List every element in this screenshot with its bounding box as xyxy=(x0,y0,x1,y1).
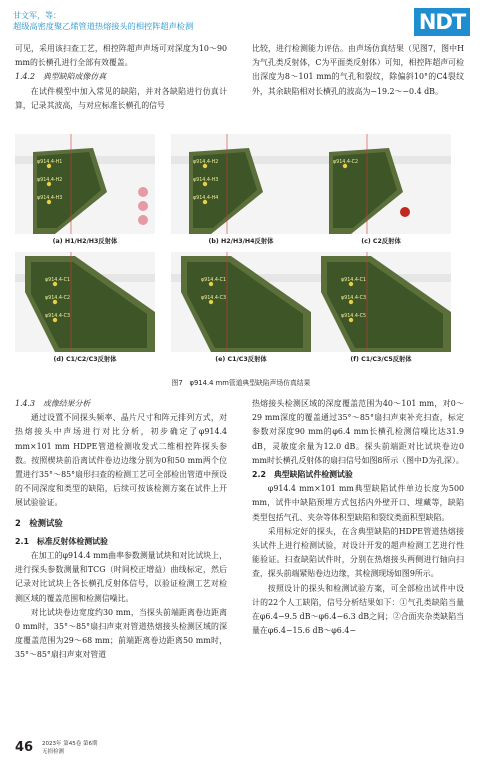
panel-caption-f: (f) C1/C3/C5反射体 xyxy=(350,356,412,363)
subsection-heading: 1.4.3 成像结果分析 xyxy=(15,399,91,408)
section-heading: 2.2 典型缺陷试件检测试验 xyxy=(252,470,353,480)
panel-caption-c: (c) C2反射体 xyxy=(361,238,401,245)
journal-footer xyxy=(42,740,98,756)
simulation-panel-a xyxy=(15,134,155,234)
journal-logo: NDT xyxy=(414,8,470,36)
bottom-right-column xyxy=(252,397,464,638)
paragraph: 在试件模型中加入常见的缺陷，并对各缺陷进行仿真计算，记录其波高，与对应标准长横孔的信号 xyxy=(15,86,227,110)
reflector-label: φ914.4-C5 xyxy=(341,314,367,319)
paragraph: 对比试块卷边宽度约30 mm，当探头前端距离卷边距离0 mm时，35°～85°扇扫声束对管道热熔接头检测区域的深度覆盖范围为29～68 mm；前端距离卷边距离50 mm时，35°～85°扇扫声束对管道 xyxy=(15,607,227,660)
reflector-label: φ914.4-H3 xyxy=(37,196,63,201)
reflector-label: φ914.4-C1 xyxy=(201,278,227,283)
reflector-label: φ914.4-C2 xyxy=(45,296,71,301)
reflector-label: φ914.4-C1 xyxy=(341,278,367,283)
reflector-label: φ914.4-H1 xyxy=(37,160,63,165)
panel-caption-d: (d) C1/C2/C3反射体 xyxy=(53,356,117,363)
simulation-panel-e xyxy=(171,252,311,352)
paragraph: 比较，进行检测能力评估。由声场仿真结果（见图7，图中H为气孔类反射体，C为平面类反射体）可知，相控阵超声可检出深度为8～101 mm的气孔和裂纹，除偏斜10°的C4裂纹外，其余缺陷相对长横孔的波高为−19.2～−0.4 dB。 xyxy=(252,44,464,96)
reflector-label: φ914.4-H3 xyxy=(193,178,219,183)
journal-name: 无损检测 xyxy=(42,749,65,755)
reflector-label: φ914.4-C3 xyxy=(201,296,227,301)
paragraph: 按照设计的探头和检测试验方案，可全部检出试件中设计的22个人工缺陷，信号分析结果如下：①气孔类缺陷当量在φ6.4−9.5 dB～φ6.4−6.3 dB之间；②合面夹杂类缺陷当量在φ6.4−15.6 dB～φ6.4− xyxy=(252,583,464,636)
reflector-label: φ914.4-C3 xyxy=(341,296,367,301)
reflector-label: φ914.4-H2 xyxy=(193,160,219,165)
panel-caption-a: (a) H1/H2/H3反射体 xyxy=(52,238,118,245)
figure-caption: 图7 φ914.4 mm管道典型缺陷声场仿真结果 xyxy=(171,379,311,387)
top-right-column xyxy=(252,42,464,99)
section-heading: 2 检测试验 xyxy=(15,517,63,528)
paragraph: 热熔接头检测区域的深度覆盖范围为40～101 mm，对0～29 mm深度的覆盖通过35°～85°扇扫声束补充扫查，标定参数对深度90 mm的φ6.4 mm长横孔检测信噪比达31.9 dB，灵敏度余量为12.0 dB。探头前端距对比试块卷边0 mm时长横孔反射体的扇扫信号如图8所示（图中D为孔深）。 xyxy=(252,399,464,465)
section-heading: 2.1 标准反射体检测试验 xyxy=(15,536,108,546)
paragraph: 可见，采用该扫查工艺，相控阵超声声场可对深度为10～90 mm的长横孔进行全部有效覆盖。 xyxy=(15,44,227,68)
simulation-panel-f xyxy=(311,252,451,352)
running-header-title: 超级高密度聚乙烯管道热熔接头的相控阵超声检测 xyxy=(13,21,194,31)
subsection-heading: 1.4.2 典型缺陷成像仿真 xyxy=(15,72,107,82)
reflector-label: φ914.4-C1 xyxy=(45,278,71,283)
figure-7 xyxy=(15,134,467,386)
panel-caption-e: (e) C1/C3反射体 xyxy=(215,356,267,363)
paragraph: 采用标定好的探头，在含典型缺陷的HDPE管道热熔接头试件上进行检测试验，对设计开发的超声检测工艺进行性能验证。扫查缺陷试件时，分别在热熔接头两侧进行轴向扫查，探头前端紧贴卷边边缘，其检测现场如图9所示。 xyxy=(252,526,464,579)
journal-issue: 2023年 第45卷 第6期 xyxy=(42,741,98,747)
simulation-panel-d xyxy=(15,252,155,352)
reflector-label: φ914.4-C2 xyxy=(333,160,359,165)
page-number: 46 xyxy=(15,740,34,755)
simulation-panel-c xyxy=(311,134,451,234)
reflector-label: φ914.4-C3 xyxy=(45,314,71,319)
running-header-authors: 甘文军，等： xyxy=(13,11,61,20)
reflector-label: φ914.4-H2 xyxy=(37,178,63,183)
reflector-label: φ914.4-H4 xyxy=(193,196,219,201)
paragraph: 在加工的φ914.4 mm曲率参数测量试块和对比试块上，进行探头参数测量和TCG（时间校正增益）曲线标定，然后记录对比试块上各长横孔反射体信号，以验证检测工艺对检测区域的覆盖范围和检测信噪比。 xyxy=(15,551,227,603)
bottom-left-column xyxy=(15,397,227,663)
simulation-panel-b xyxy=(171,134,311,234)
top-left-column xyxy=(15,42,227,113)
paragraph: 通过设置不同探头频率、晶片尺寸和阵元排列方式，对热熔接头中声场进行对比分析，初步确定了φ914.4 mm×101 mm HDPE管道检测收发式二维相控阵探头参数。按照楔块前沿离试件卷边边缘分别为0和50 mm两个位置进行35°～85°扇形扫查的检测工艺可全部检出管道中预设的不同深度和类型的缺陷，后续可按该检测方案在试件上开展试验验证。 xyxy=(15,413,227,508)
panel-caption-b: (b) H2/H3/H4反射体 xyxy=(208,238,274,245)
paragraph: φ914.4 mm×101 mm典型缺陷试件单边长度为500 mm，试件中缺陷预埋方式包括内外壁开口、埋藏等，缺陷类型包括气孔、夹杂等体积型缺陷和裂纹类面积型缺陷。 xyxy=(252,484,464,522)
